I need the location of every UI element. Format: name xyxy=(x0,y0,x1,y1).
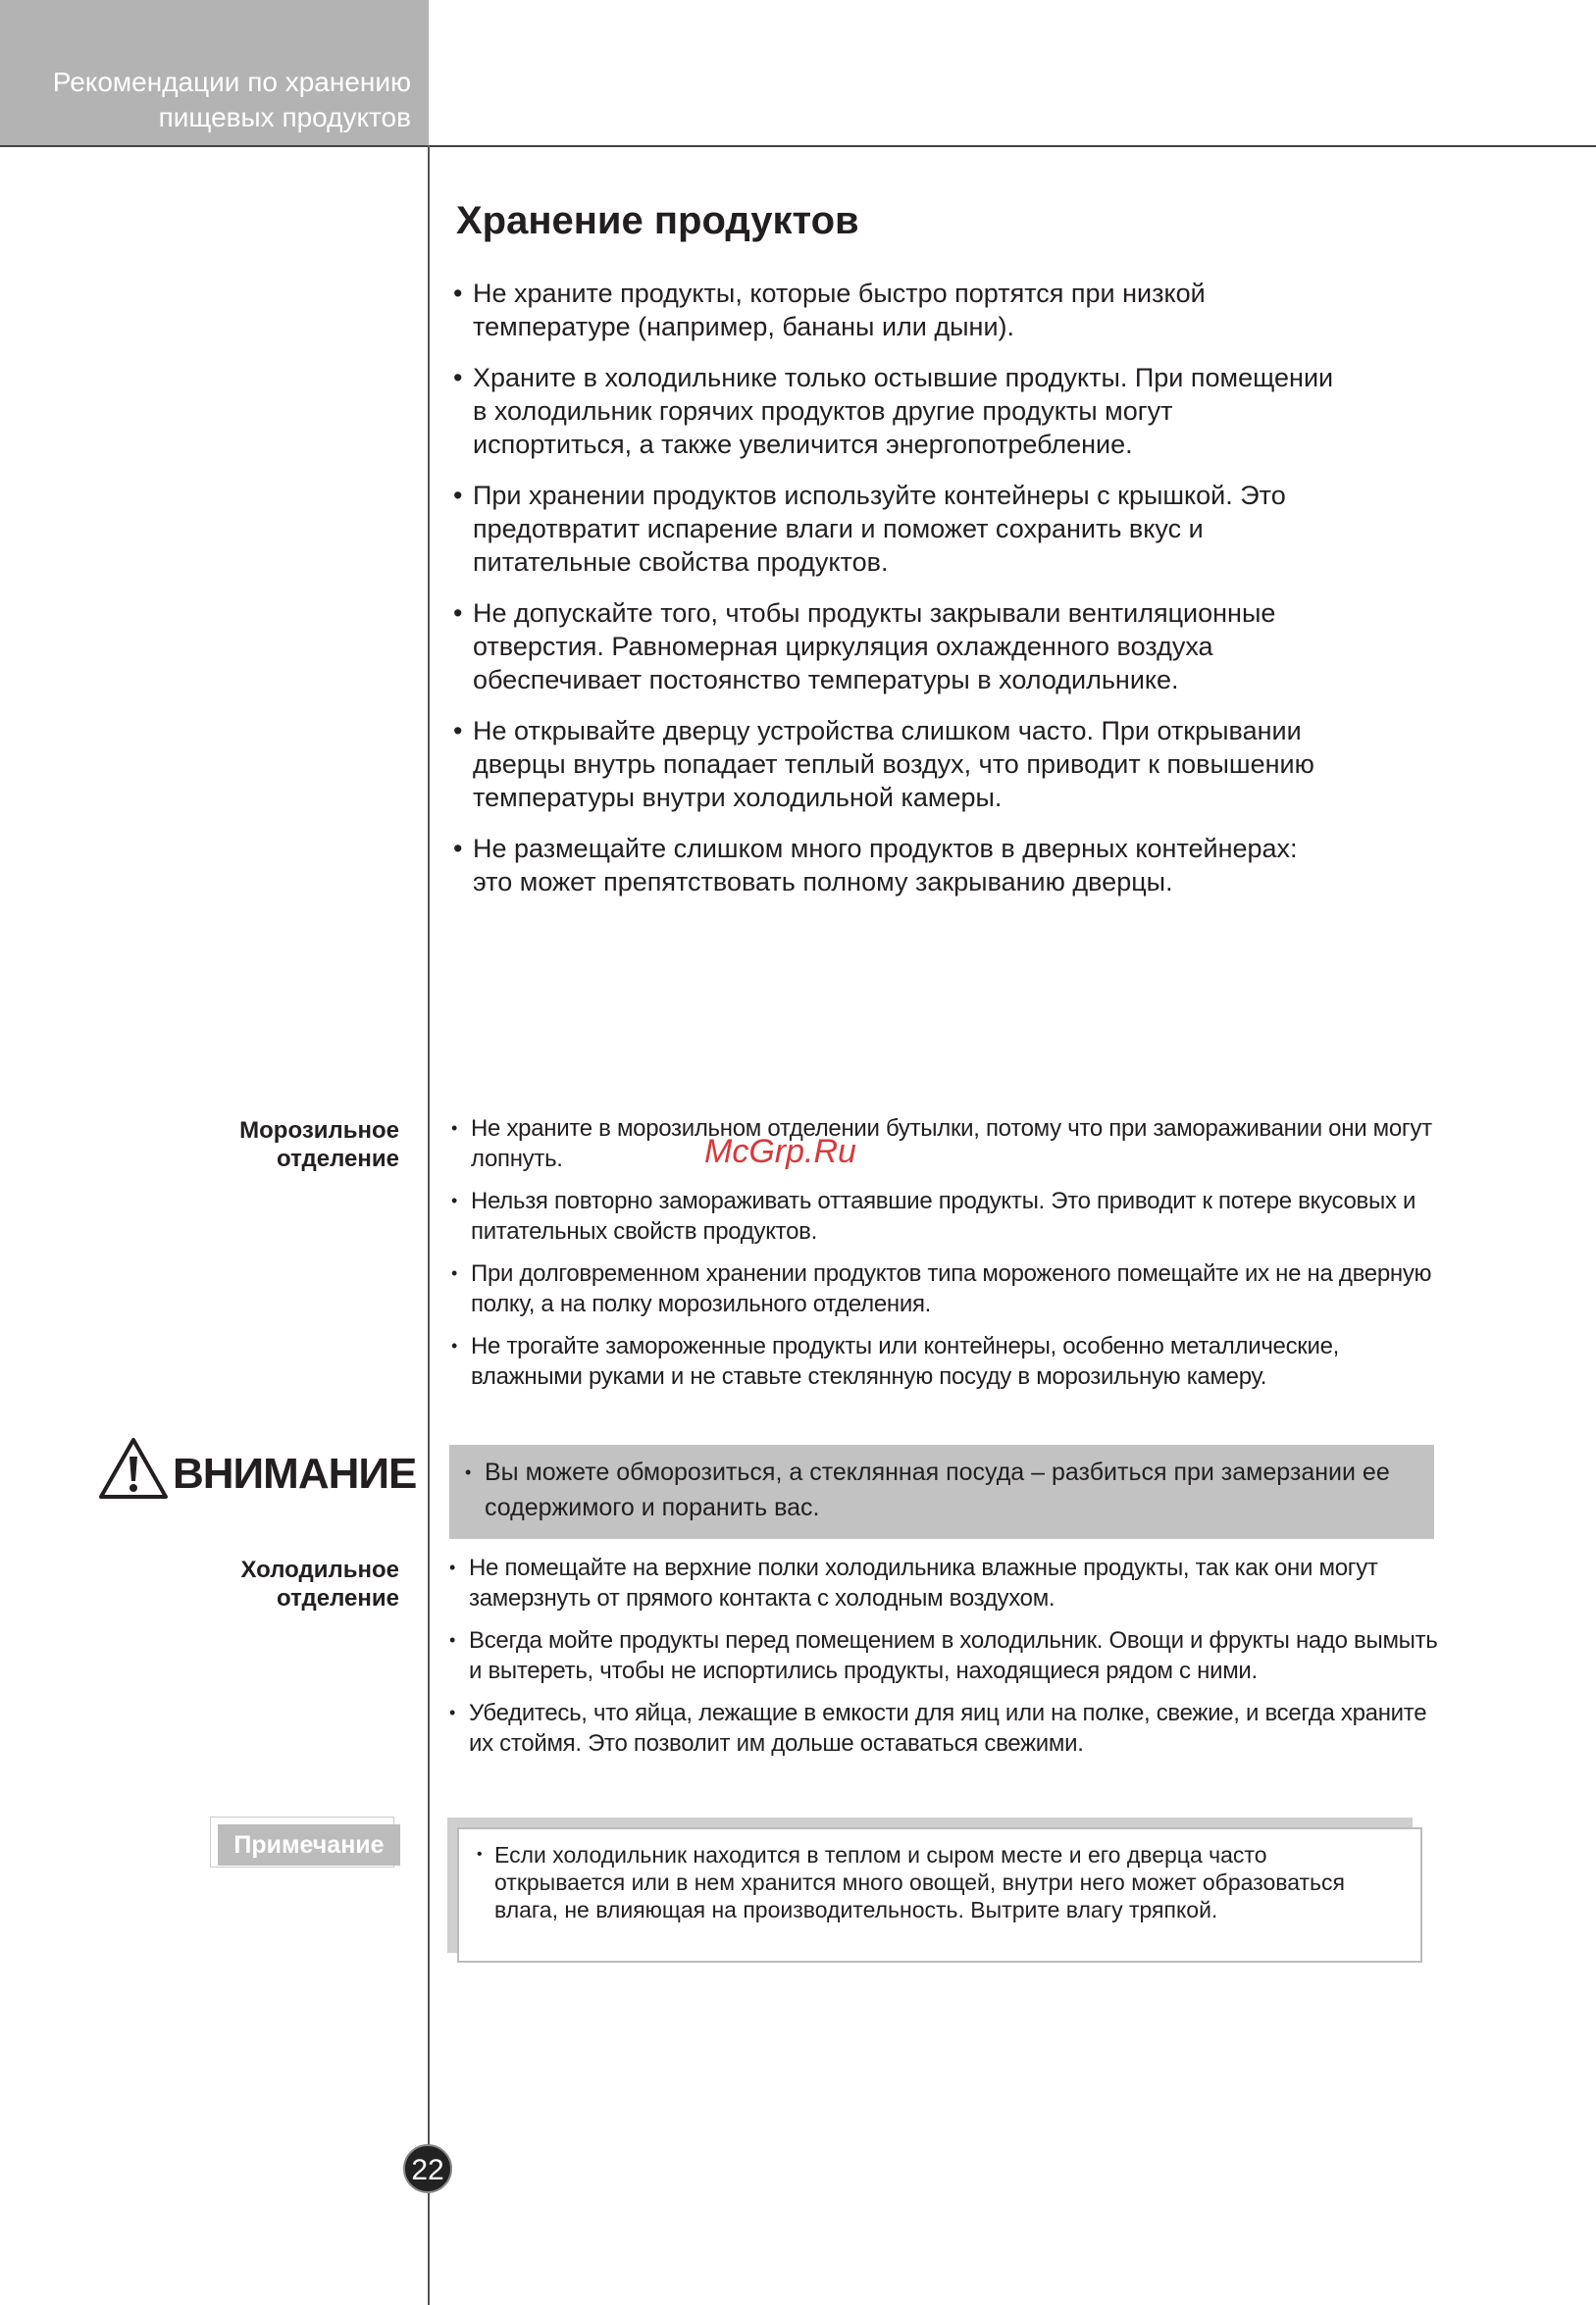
list-item: • Храните в холодильнике только остывшие продукты. При помещении в холодильник горячих продуктов другие продукты могут испортиться, а также увеличится энергопотребление. xyxy=(453,361,1336,461)
freezer-label-line1: Морозильное xyxy=(239,1117,399,1144)
watermark: McGrp.Ru xyxy=(704,1133,856,1170)
note-box xyxy=(457,1827,1422,1963)
freezer-section-label xyxy=(239,1116,399,1173)
list-item: • Не храните продукты, которые быстро портятся при низкой температуре (например, бананы или дыни). xyxy=(453,277,1336,343)
fridge-label-line2: отделение xyxy=(277,1585,399,1612)
warning-triangle-icon xyxy=(98,1437,169,1500)
list-item: • При долговременном хранении продуктов типа мороженого помещайте их не на дверную полку, а на полку морозильного отделения. xyxy=(451,1258,1432,1319)
header-tab-border xyxy=(0,145,429,147)
warning-box xyxy=(449,1445,1434,1539)
list-item: • Не допускайте того, чтобы продукты закрывали вентиляционные отверстия. Равномерная циркуляция охлажденного воздуха обеспечивает постоянство температуры в холодильнике. xyxy=(453,596,1336,696)
list-item: • Не трогайте замороженные продукты или контейнеры, особенно металлические, влажными руками и не ставьте стеклянную посуду в морозильную камеру. xyxy=(451,1331,1432,1392)
fridge-label-line1: Холодильное xyxy=(240,1557,399,1583)
section-header-line2: пищевых продуктов xyxy=(158,102,411,132)
freezer-label-line2: отделение xyxy=(277,1146,399,1172)
warning-label: ВНИМАНИЕ xyxy=(173,1450,417,1498)
list-item: • При хранении продуктов используйте контейнеры с крышкой. Это предотвратит испарение влаги и поможет сохранить вкус и питательные свойства продуктов. xyxy=(453,479,1336,579)
list-item: • Не размещайте слишком много продуктов в дверных контейнерах: это может препятствовать полному закрыванию дверцы. xyxy=(453,832,1336,898)
storage-tips-list xyxy=(453,277,1336,916)
list-item: • Не открывайте дверцу устройства слишком часто. При открывании дверцы внутрь попадает теплый воздух, что приводит к повышению температуры внутри холодильной камеры. xyxy=(453,714,1336,814)
freezer-tips-list xyxy=(451,1113,1432,1404)
fridge-tips-list xyxy=(449,1553,1440,1770)
warning-text: • Вы можете обморозиться, а стеклянная посуда – разбиться при замерзании ее содержимого и поранить вас. xyxy=(465,1455,1420,1525)
section-header-tab xyxy=(0,0,429,145)
page-title: Хранение продуктов xyxy=(456,199,859,242)
header-rule xyxy=(429,145,1596,147)
section-header-line1: Рекомендации по хранению xyxy=(52,67,411,97)
page-number: 22 xyxy=(403,2144,452,2193)
list-item: • Нельзя повторно замораживать оттаявшие продукты. Это приводит к потере вкусовых и питательных свойств продуктов. xyxy=(451,1186,1432,1247)
note-text: • Если холодильник находится в теплом и сыром месте и его дверца часто открывается или в нем хранится много овощей, внутри него может образоваться влага, не влияющая на производительность. Вытрите влагу тряпкой. xyxy=(477,1841,1401,1923)
list-item: • Не храните в морозильном отделении бутылки, потому что при замораживании они могут лопнуть. xyxy=(451,1113,1432,1174)
fridge-section-label xyxy=(240,1556,399,1613)
margin-divider xyxy=(428,145,430,2305)
list-item: • Всегда мойте продукты перед помещением в холодильник. Овощи и фрукты надо вымыть и вытереть, чтобы не испортились продукты, находящиеся рядом с ними. xyxy=(449,1625,1440,1686)
note-label: Примечание xyxy=(218,1824,400,1866)
list-item: • Убедитесь, что яйца, лежащие в емкости для яиц или на полке, свежие, и всегда храните их стоймя. Это позволит им дольше оставаться свежими. xyxy=(449,1698,1440,1759)
list-item: • Не помещайте на верхние полки холодильника влажные продукты, так как они могут замерзнуть от прямого контакта с холодным воздухом. xyxy=(449,1553,1440,1614)
